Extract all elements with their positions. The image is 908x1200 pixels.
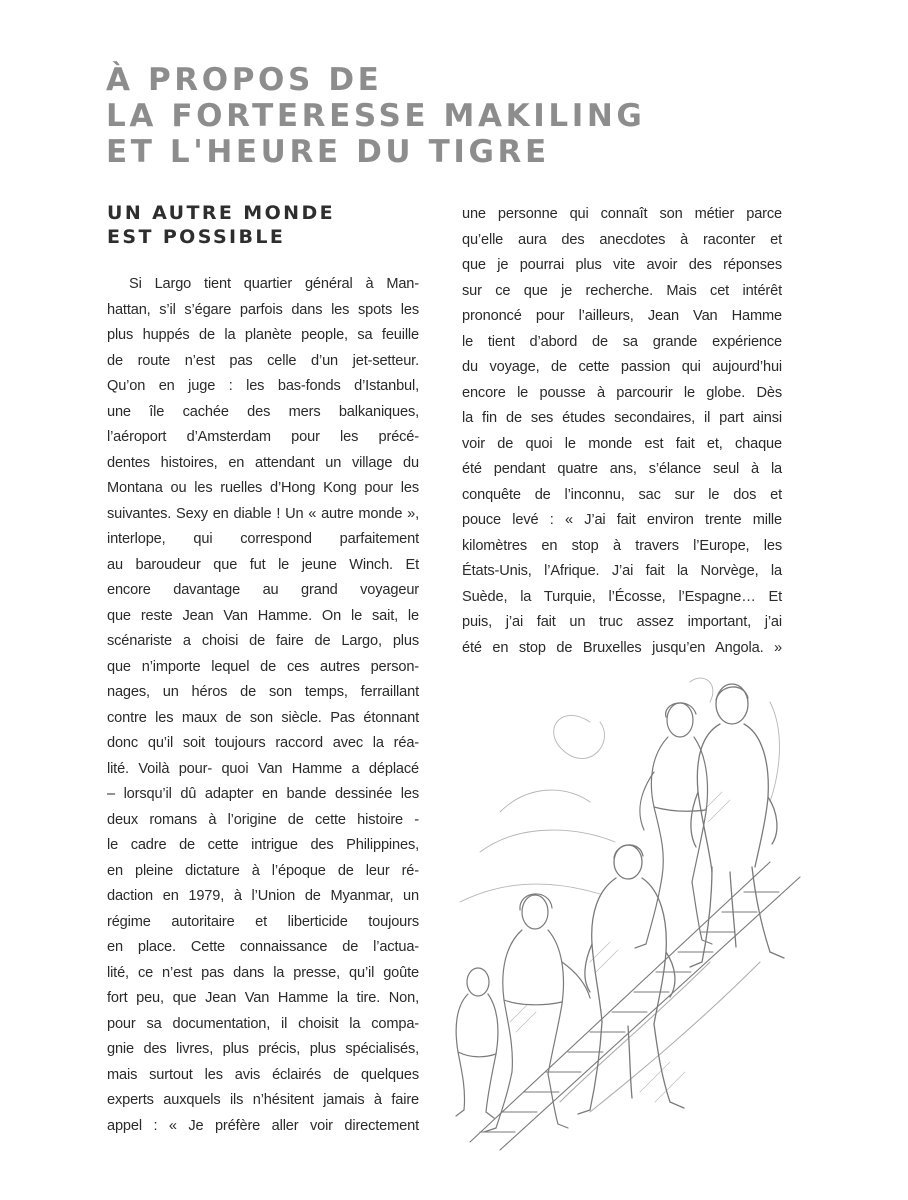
text-line: le tient d’abord de sa grande expérience: [462, 333, 782, 350]
text-line: experts auxquels ils n’hésitent jamais à faire: [107, 1092, 419, 1108]
text-line: sur ce que je recherche. Mais cet intérêt: [462, 282, 782, 299]
text-line: Si Largo tient quartier général à Man-: [129, 276, 419, 292]
text-line: mais surtout les avis éclairés de quelques: [107, 1066, 419, 1083]
text-line: – lorsqu’il dû adapter en bande dessinée les: [107, 786, 419, 802]
text-line: donc qu’il soit toujours raccord avec la réa-: [107, 735, 419, 751]
text-line: gnie des livres, plus précis, plus spécialisés,: [107, 1041, 419, 1057]
text-line: le cadre de cette intrigue des Philippines,: [107, 837, 419, 853]
text-line: prononcé pour l’ailleurs, Jean Van Hamme: [462, 308, 782, 324]
text-line: daction en 1979, à l’Union de Myanmar, un: [107, 888, 419, 904]
text-line: appel : « Je préfère aller voir directement: [107, 1117, 419, 1134]
text-line: l’aéroport d’Amsterdam pour les précé-: [107, 429, 419, 445]
text-line: puis, j’ai fait un truc assez important, j’ai: [462, 614, 782, 630]
text-line: qu’elle aura des anecdotes à raconter et: [462, 231, 782, 248]
text-line: régime autoritaire et liberticide toujours: [107, 913, 419, 930]
section-heading-line-1: UN AUTRE MONDE: [107, 202, 335, 224]
text-line: pouce levé : « J’ai fait environ trente mille: [462, 512, 782, 528]
right-text-column: [462, 202, 782, 661]
text-line: fort peu, que Jean Van Hamme la tire. Non,: [107, 990, 419, 1006]
text-line: une île cachée des mers balkaniques,: [107, 403, 419, 420]
text-line: hattan, s’il s’égare parfois dans les spots les: [107, 301, 419, 318]
text-line: Suède, la Turquie, l’Écosse, l’Espagne… Et: [462, 588, 782, 605]
text-line: États-Unis, l’Afrique. J’ai fait la Norvège, la: [462, 563, 782, 579]
text-line: interlope, qui correspond parfaitement: [107, 531, 419, 547]
section-heading-line-2: EST POSSIBLE: [107, 226, 286, 248]
text-line: que n’importe lequel de ces autres person-: [107, 658, 419, 675]
text-line: du voyage, de cette passion qui aujourd’hui: [462, 359, 782, 375]
text-line: suivantes. Sexy en diable ! Un « autre monde »,: [107, 505, 419, 522]
text-line: lité. Voilà pour- quoi Van Hamme a déplacé: [107, 760, 419, 777]
text-line: une personne qui connaît son métier parce: [462, 206, 782, 222]
text-line: voir de quoi le monde est fait et, chaque: [462, 435, 782, 452]
title-line-1: À PROPOS DE: [106, 62, 383, 98]
text-line: encore le pousse à parcourir le globe. Dès: [462, 384, 782, 401]
text-line: en place. Cette connaissance de l’actua-: [107, 939, 419, 955]
text-line: Montana ou les ruelles d’Hong Kong pour les: [107, 480, 419, 496]
text-line: de route n’est pas celle d’un jet-setteur.: [107, 352, 419, 369]
text-line: contre les maux de son siècle. Pas étonnant: [107, 709, 419, 726]
text-line: Qu’on en juge : les bas-fonds d’Istanbul,: [107, 378, 419, 394]
text-line: encore davantage au grand voyageur: [107, 582, 419, 598]
text-line: nages, un héros de son temps, ferraillant: [107, 684, 419, 700]
text-line: la fin de ses études secondaires, il part ainsi: [462, 410, 782, 426]
text-line: été pendant quatre ans, s’élance seul à la: [462, 461, 782, 477]
text-line: conquête de l’inconnu, sac sur le dos et: [462, 486, 782, 503]
text-line: en pleine dictature à l’époque de leur ré-: [107, 862, 419, 879]
text-line: été en stop de Bruxelles jusqu’en Angola. »: [462, 639, 782, 656]
text-line: kilomètres en stop à travers l’Europe, les: [462, 537, 782, 554]
section-heading: [107, 201, 427, 249]
pencil-sketch-illustration: [440, 662, 810, 1154]
text-line: deux romans à l’origine de cette histoire -: [107, 811, 419, 828]
text-line: pour sa documentation, il choisit la compa-: [107, 1015, 419, 1032]
left-text-column: [107, 272, 419, 1139]
text-line: scénariste a choisi de faire de Largo, plus: [107, 633, 419, 649]
title-line-2: LA FORTERESSE MAKILING: [106, 98, 646, 134]
text-line: que je pourrai plus vite avoir des réponses: [462, 257, 782, 273]
text-line: dentes histoires, en attendant un village du: [107, 454, 419, 471]
text-line: plus huppés de la planète people, sa feuille: [107, 327, 419, 343]
text-line: que reste Jean Van Hamme. On le sait, le: [107, 607, 419, 624]
title-line-3: ET L'HEURE DU TIGRE: [106, 134, 550, 170]
text-line: au baroudeur que fut le jeune Winch. Et: [107, 556, 419, 573]
text-line: lité, ce n’est pas dans la presse, qu’il goûte: [107, 964, 419, 981]
article-title: [106, 62, 806, 170]
